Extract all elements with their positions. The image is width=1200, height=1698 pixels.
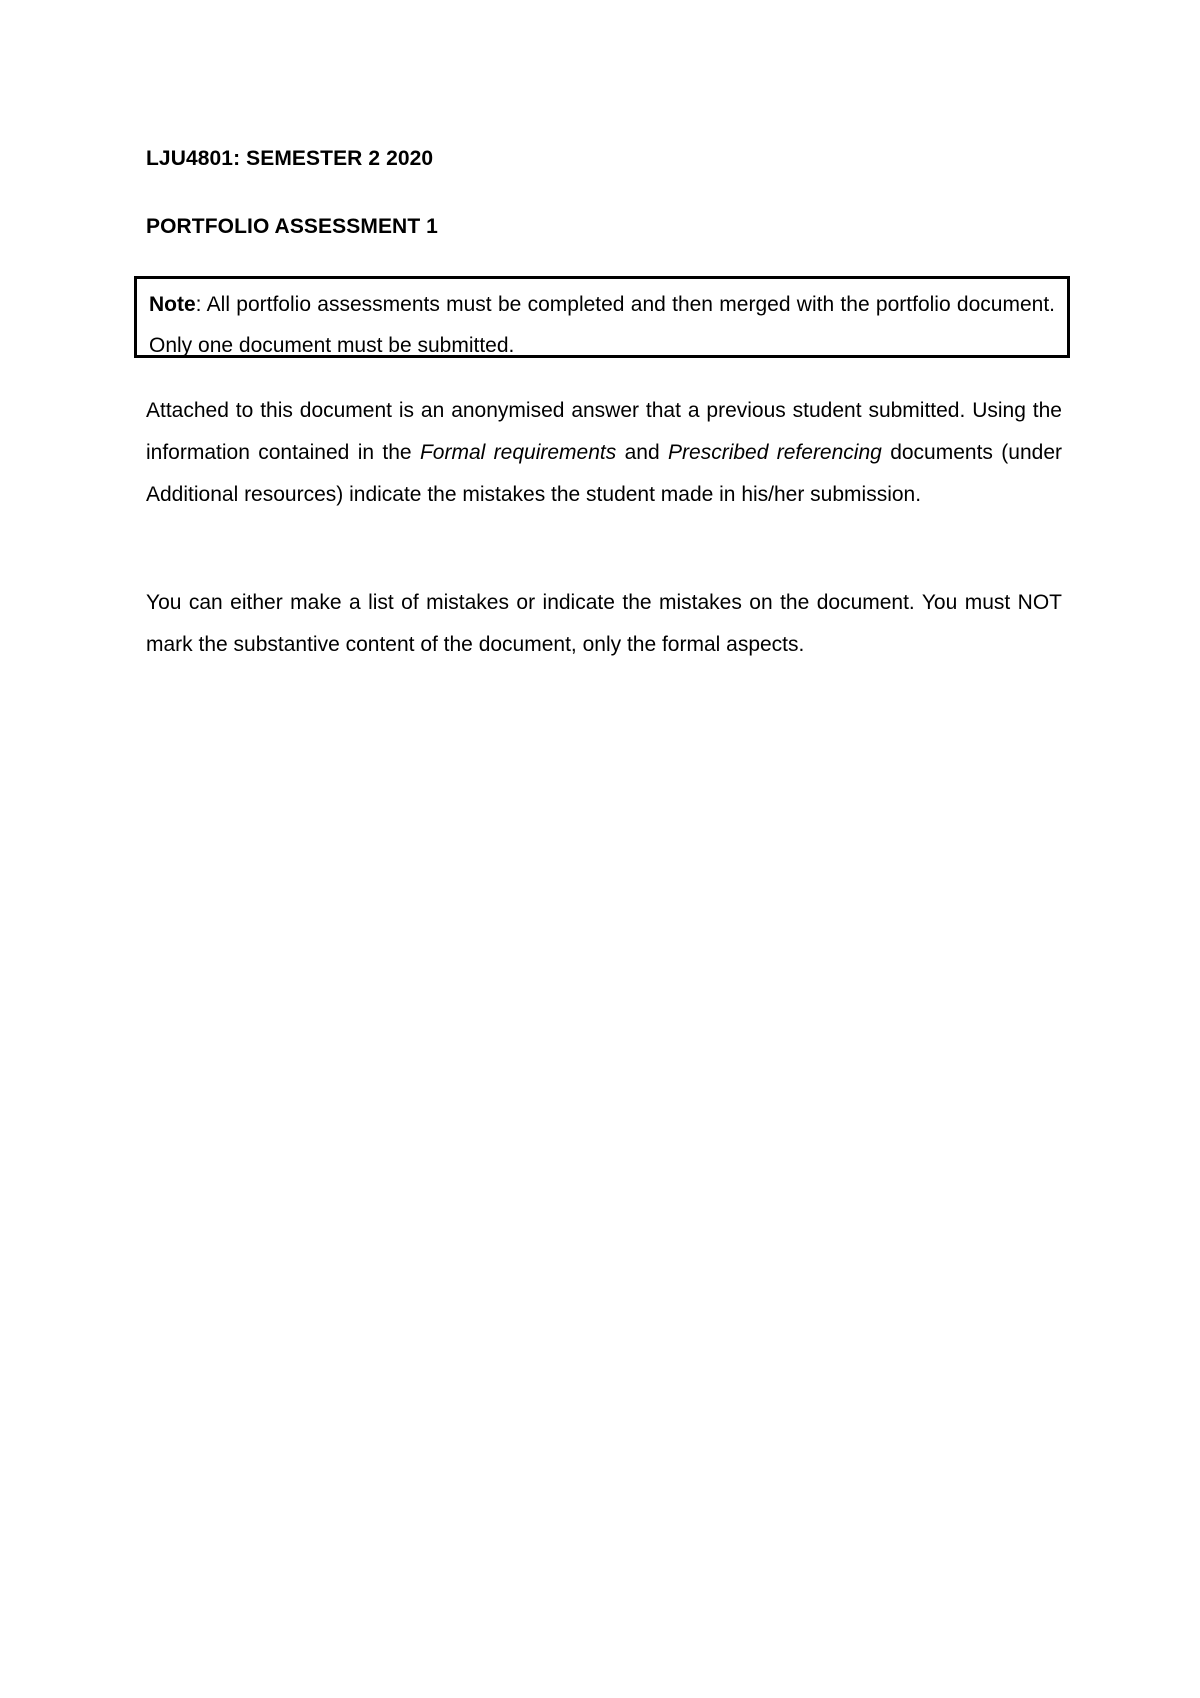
note-label: Note (149, 293, 196, 316)
course-heading: LJU4801: SEMESTER 2 2020 (146, 147, 434, 170)
marking-guidance-paragraph: You can either make a list of mistakes or indicate the mistakes on the document. You must NOT mark the substantive content of the document, only the formal aspects. (146, 591, 1062, 656)
prescribed-referencing-ref: Prescribed referencing (668, 441, 882, 464)
note-box (134, 276, 1070, 358)
assessment-heading: PORTFOLIO ASSESSMENT 1 (146, 215, 438, 238)
note-text: : All portfolio assessments must be completed and then merged with the portfolio document. Only one document must be submitted. (149, 293, 1055, 357)
instructions-paragraph (146, 390, 1062, 516)
formal-requirements-ref: Formal requirements (419, 441, 617, 464)
paragraph1-part3: documents (under Additional resources) indicate the mistakes the student made in his/her submission. (146, 441, 1062, 506)
paragraph1-part1: Attached to this document is an anonymised answer that a previous student submitted. Using the information contained in the (146, 399, 1062, 464)
paragraph1-part2: and (616, 441, 669, 464)
